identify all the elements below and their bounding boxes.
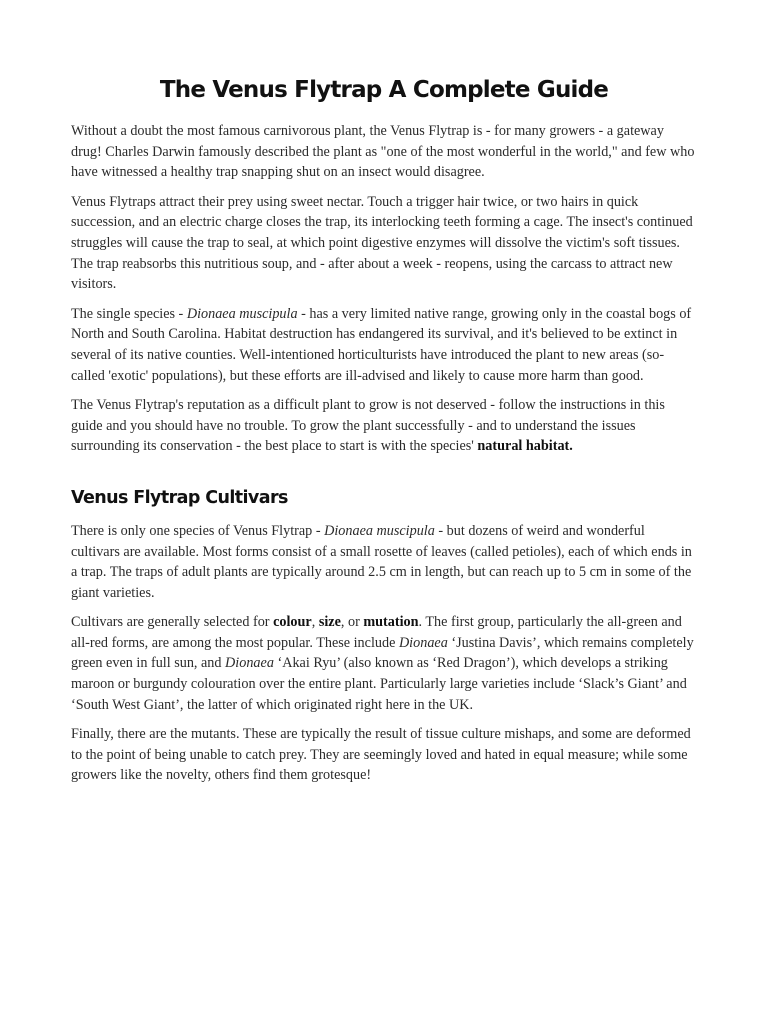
intro-p4-text: The Venus Flytrap's reputation as a difficult plant to grow is not deserved - follow the instructions in this guide and you should have no trouble. To grow the plant successfully - and to understand the issues surrounding its conservation - the best place to start is with the species' bbox=[71, 397, 665, 455]
intro-p3-text-before: The single species - bbox=[71, 305, 187, 322]
genus-name: Dionaea bbox=[225, 655, 274, 672]
intro-paragraph-4 bbox=[71, 395, 697, 457]
intro-p3-text-after: - has a very limited native range, growing only in the coastal bogs of North and South Carolina. Habitat destruction has endangered its survival, and it's believed to be extinct in several of its native counties. Well-intentioned horticulturists have introduced the plant to new areas (so-called 'exotic' populations), but these efforts are ill-advised and likely to cause more harm than good. bbox=[71, 305, 692, 384]
colour-emphasis: colour bbox=[273, 614, 312, 631]
natural-habitat-emphasis: natural habitat. bbox=[477, 438, 573, 455]
cultivars-p2-text: ‘Justina Davis’, which remains completely green even in full sun, and bbox=[71, 634, 694, 672]
species-name: Dionaea muscipula bbox=[186, 305, 298, 322]
cultivars-p1-text-before: There is only one species of Venus Flytrap - bbox=[71, 522, 325, 539]
section-heading-cultivars: Venus Flytrap Cultivars bbox=[71, 487, 288, 508]
cultivars-p2-text: , bbox=[311, 614, 319, 631]
page-title: The Venus Flytrap A Complete Guide bbox=[159, 77, 609, 103]
intro-paragraph-3 bbox=[71, 304, 697, 386]
cultivars-p2-text: . The first group, particularly the all-green and all-red forms, are among the most popular. These include bbox=[71, 614, 682, 651]
cultivars-paragraph-3: Finally, there are the mutants. These are typically the result of tissue culture mishaps, and some are deformed to the point of being unable to catch prey. They are seemingly loved and hated in equal measure; while some growers like the novelty, others find them grotesque! bbox=[71, 726, 691, 784]
intro-paragraph-1: Without a doubt the most famous carnivorous plant, the Venus Flytrap is - for many growers - a gateway drug! Charles Darwin famously described the plant as "one of the most wonderful in the world," and few who have witnessed a healthy trap snapping shut on an insect would disagree. bbox=[71, 123, 695, 181]
intro-paragraph-2: Venus Flytraps attract their prey using sweet nectar. Touch a trigger hair twice, or two hairs in quick succession, and an electric charge closes the trap, its interlocking teeth forming a cage. The insect's continued struggles will cause the trap to seal, at which point digestive enzymes will dissolve the victim's soft tissues. The trap reabsorbs this nutritious soup, and - after about a week - reopens, using the carcass to attract new visitors. bbox=[71, 193, 693, 293]
mutation-emphasis: mutation bbox=[363, 614, 419, 631]
cultivars-paragraph-1 bbox=[71, 521, 697, 603]
cultivars-paragraph-2 bbox=[71, 612, 697, 715]
cultivars-p1-text-after: - but dozens of weird and wonderful cultivars are available. Most forms consist of a small rosette of leaves (called petioles), each of which ends in a trap. The traps of adult plants are typically around 2.5 cm in length, but can reach up to 5 cm in some of the giant varieties. bbox=[71, 522, 692, 601]
cultivars-p2-text: , or bbox=[340, 614, 364, 631]
cultivars-p2-text: ‘Akai Ryu’ (also known as ‘Red Dragon’), which develops a striking maroon or burgundy colouration over the entire plant. Particularly large varieties include ‘Slack’s Giant’ and ‘South West Giant’, the latter of which originated right here in the UK. bbox=[71, 655, 687, 713]
genus-name: Dionaea bbox=[398, 634, 448, 651]
cultivars-p2-text: Cultivars are generally selected for bbox=[71, 614, 274, 631]
size-emphasis: size bbox=[318, 614, 341, 631]
species-name: Dionaea muscipula bbox=[324, 522, 435, 539]
